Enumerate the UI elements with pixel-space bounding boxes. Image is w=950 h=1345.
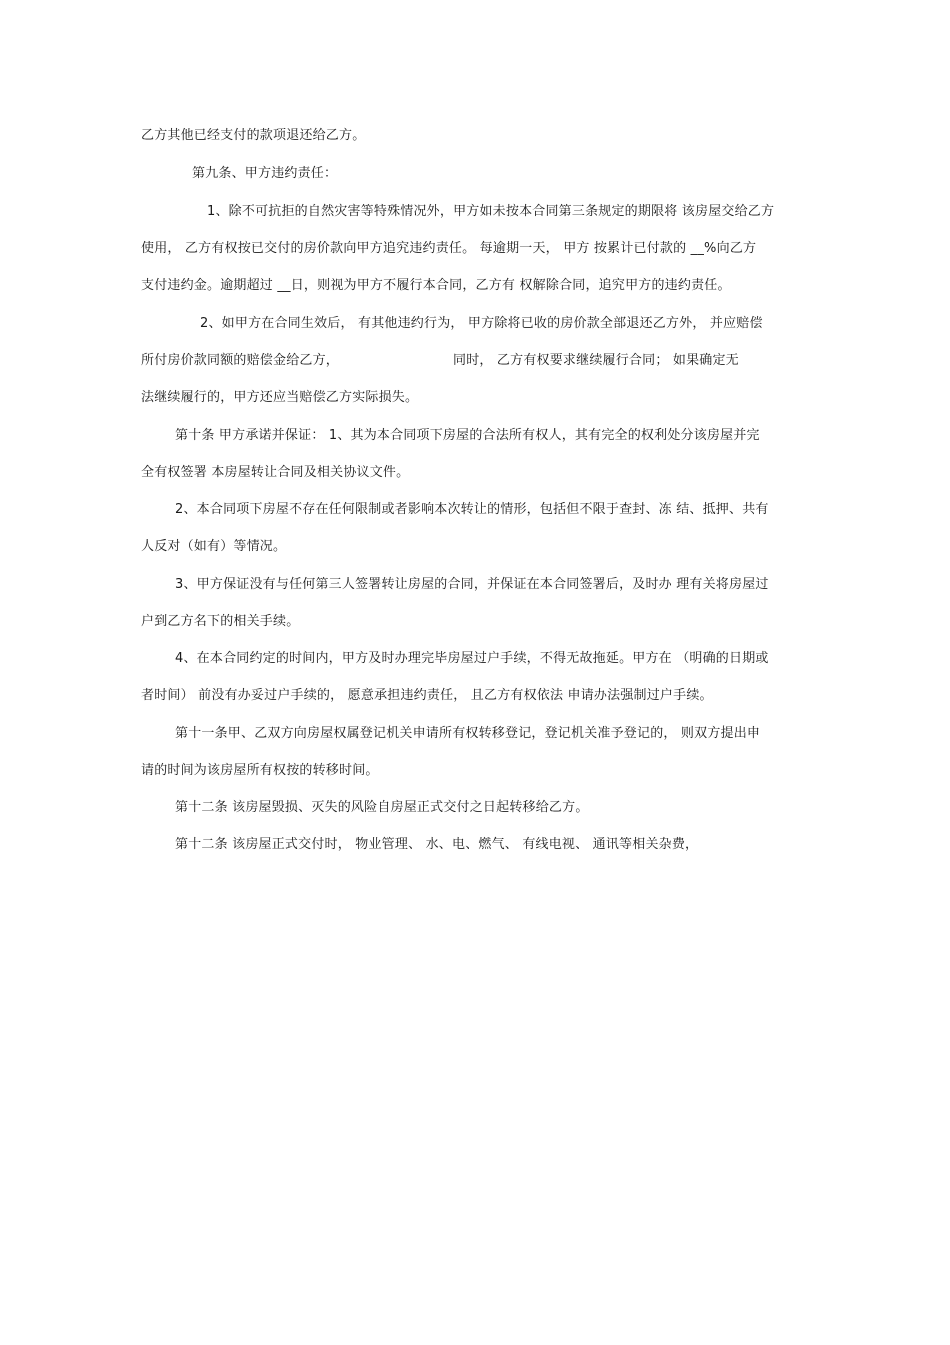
text-line: 3、甲方保证没有与任何第三人签署转让房屋的合同，并保证在本合同签署后，及时办 理有关将房屋过 [175,577,769,592]
text-line: 乙方其他已经支付的款项退还给乙方。 [141,128,366,143]
text-line: 2、本合同项下房屋不存在任何限制或者影响本次转让的情形，包括但不限于查封、冻 结、抵押、共有 [175,502,769,517]
text-line: 4、在本合同约定的时间内，甲方及时办理完毕房屋过户手续，不得无故拖延。甲方在 （明确的日期或 [175,651,769,666]
text-line: 户到乙方名下的相关手续。 [141,614,300,629]
text-line: 者时间） 前没有办妥过户手续的， 愿意承担违约责任， 且乙方有权依法 申请办法强制过户手续。 [141,688,713,703]
text-line: 人反对（如有）等情况。 [141,539,287,554]
text-line: 2、如甲方在合同生效后， 有其他违约行为， 甲方除将已收的房价款全部退还乙方外， 并应赔偿 [200,316,763,331]
text-line: 请的时间为该房屋所有权按的转移时间。 [141,763,379,778]
section-heading-9: 第九条、甲方违约责任： [192,166,338,181]
section-heading-12b: 第十二条 该房屋正式交付时， 物业管理、 水、电、燃气、 有线电视、 通讯等相关杂费， [175,837,699,852]
text-line: 法继续履行的，甲方还应当赔偿乙方实际损失。 [141,390,419,405]
section-heading-10: 第十条 甲方承诺并保证： 1、其为本合同项下房屋的合法所有权人，其有完全的权利处分该房屋并完 [175,428,760,443]
text-line: 所付房价款同额的赔偿金给乙方， [141,353,340,368]
section-heading-12: 第十二条 该房屋毁损、灭失的风险自房屋正式交付之日起转移给乙方。 [175,800,589,815]
text-line: 全有权签署 本房屋转让合同及相关协议文件。 [141,465,410,480]
section-heading-11: 第十一条甲、乙双方向房屋权属登记机关申请所有权转移登记，登记机关准予登记的， 则双方提出申 [175,726,761,741]
text-line: 使用， 乙方有权按已交付的房价款向甲方追究违约责任。 每逾期一天， 甲方 按累计已付款的 __%向乙方 [141,241,757,256]
text-line: 1、除不可抗拒的自然灾害等特殊情况外，甲方如未按本合同第三条规定的期限将 该房屋交给乙方 [207,204,775,219]
text-line: 同时， 乙方有权要求继续履行合同； 如果确定无 [453,353,739,368]
text-line: 支付违约金。逾期超过 __日，则视为甲方不履行本合同，乙方有 权解除合同，追究甲方的违约责任。 [141,278,731,293]
